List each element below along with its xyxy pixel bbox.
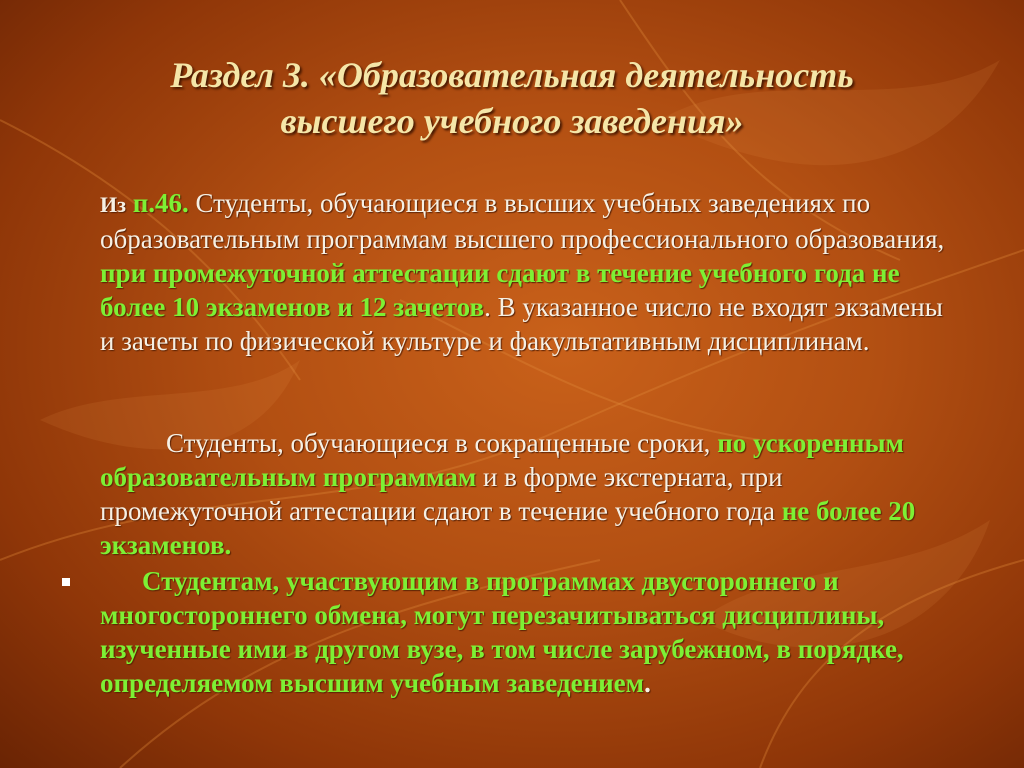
paragraph-1-text-1: Студенты, обучающиеся в высших учебных заведениях по образовательным программам высшего профессионального образования,	[100, 188, 945, 254]
paragraph-2-text-1: Студенты, обучающиеся в сокращенные сроки,	[166, 428, 718, 458]
slide-title	[60, 52, 964, 144]
paragraph-2-highlight-2: не более 20 экзаменов.	[100, 496, 916, 560]
paragraph-3-end: .	[644, 668, 651, 698]
paragraph-2	[100, 426, 960, 562]
bullet-marker	[62, 578, 70, 586]
paragraph-1-prefix: Из	[100, 192, 126, 217]
paragraph-1	[100, 186, 960, 358]
paragraph-1-ref: п.46.	[132, 188, 189, 218]
paragraph-1-highlight: при промежуточной аттестации сдают в течение учебного года не более 10 экзаменов и 12 зачетов	[100, 258, 900, 322]
paragraph-3-highlight: Студентам, участвующим в программах двустороннего и многостороннего обмена, могут перезачитываться дисциплины, изученные ими в другом вузе, в том числе зарубежном, в порядке, определяемом высшим учебным заведением	[100, 566, 904, 698]
paragraph-3	[100, 564, 960, 700]
paragraph-2-highlight-1: по ускоренным образовательным программам	[100, 428, 904, 492]
title-line-2: высшего учебного заведения»	[280, 101, 744, 141]
title-line-1: Раздел 3. «Образовательная деятельность	[170, 55, 854, 95]
paragraph-2-text-2: и в форме экстерната, при промежуточной аттестации сдают в течение учебного года	[100, 462, 783, 526]
paragraph-1-text-2: . В указанное число не входят экзамены и зачеты по физической культуре и факультативным дисциплинам.	[100, 292, 943, 356]
